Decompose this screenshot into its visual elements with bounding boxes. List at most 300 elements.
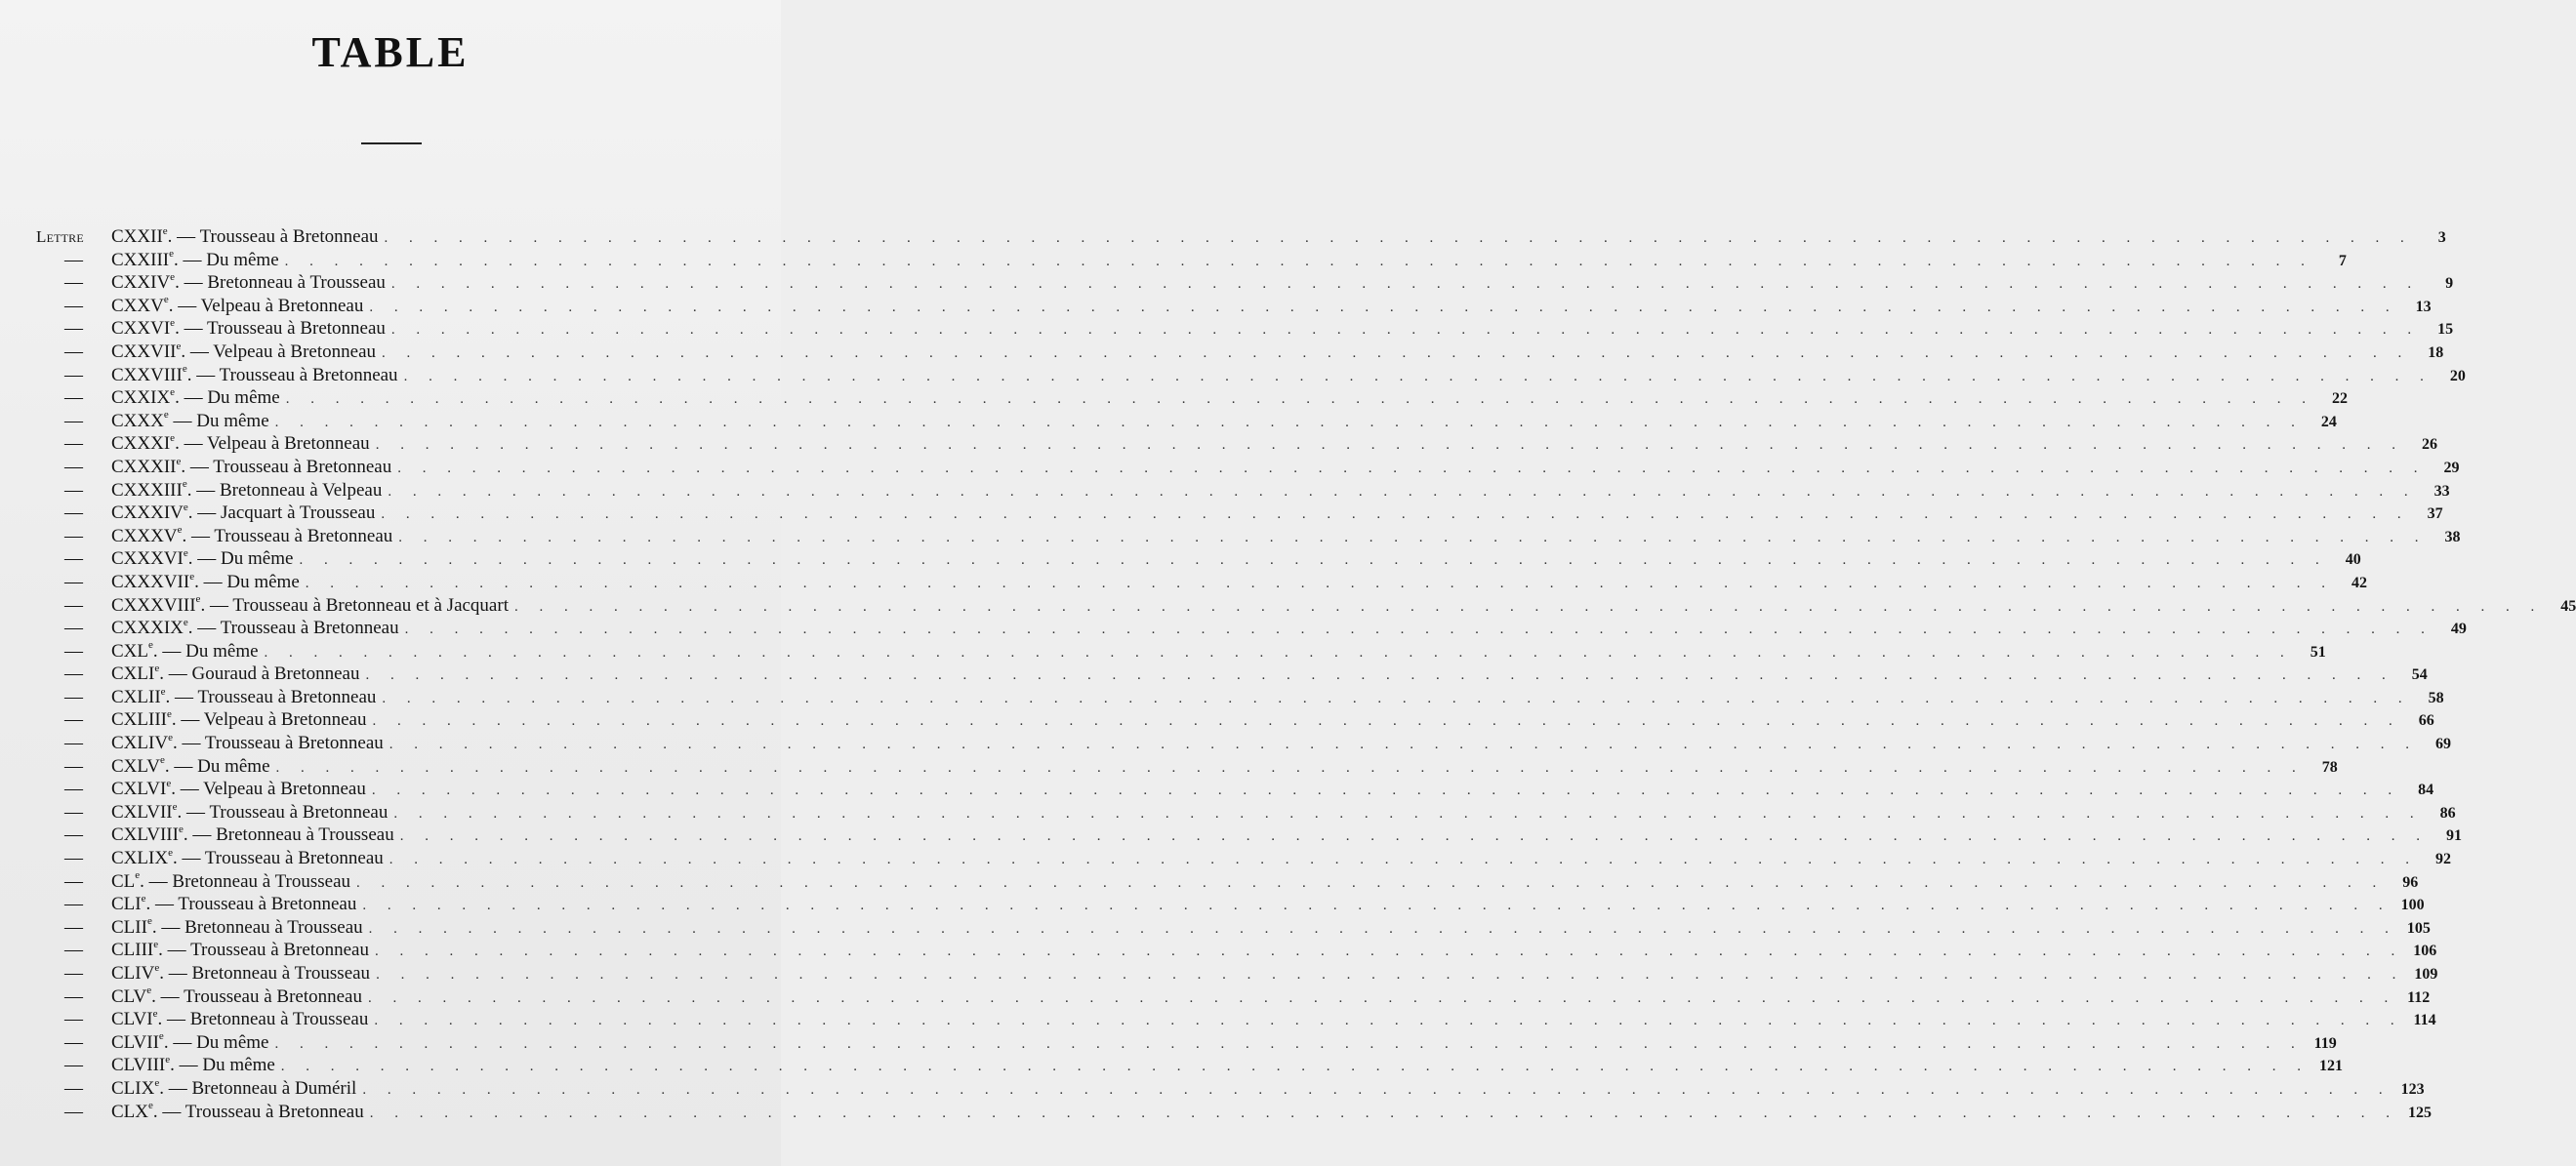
ditto-dash: — [64,503,83,524]
entry-text [111,663,359,686]
dot-leader [382,688,2410,711]
toc-row [36,501,2443,525]
toc-row [36,1100,2432,1124]
page-number: 121 [2319,1058,2344,1075]
toc-row [36,455,2460,479]
letter-description: . — Trousseau à Bretonneau [165,686,377,707]
dot-leader [368,987,2396,1011]
ditto-dash: — [64,548,83,570]
dot-leader [276,757,2305,781]
entry-text [111,893,356,916]
letter-number: CXXXVIe [111,546,188,570]
letter-description: . — Bretonneau à Trousseau [183,824,394,846]
ditto-dash: — [64,733,83,754]
ditto-dash: — [64,341,83,362]
entry-text [111,778,366,801]
letter-number: CXLe [111,639,153,662]
ditto-dash: — [64,916,83,938]
letter-number: CXXIVe [111,270,176,294]
entry-text [111,456,391,479]
letter-description: . — Du même [170,1055,275,1076]
letter-description: . — Trousseau à Bretonneau [158,940,369,961]
dot-leader [356,872,2385,896]
dot-leader [391,273,2420,297]
letter-description: . — Du même [194,571,300,592]
toc-row [36,1076,2425,1101]
letter-description: . — Du même [152,640,259,662]
dot-leader [281,1056,2310,1079]
ordinal-suffix: e [170,317,176,330]
letter-number: CXLIIIe [111,708,172,731]
entry-text [111,1101,364,1124]
entry-text [111,249,279,272]
toc-row [36,524,2461,548]
letter-number: CXLVIe [111,777,172,800]
ordinal-suffix: e [154,961,160,974]
ditto-dash: — [64,249,83,270]
ordinal-suffix: e [154,662,160,674]
toc-row [36,224,2446,249]
page-number: 13 [2415,298,2432,315]
ditto-dash: — [64,985,83,1007]
ordinal-suffix: e [165,1054,171,1066]
page-number: 91 [2445,827,2462,845]
page-number: 51 [2310,643,2326,661]
ditto-dash: — [64,940,83,961]
dot-leader [389,734,2418,757]
ordinal-suffix: e [189,570,195,583]
title-rule [361,142,422,144]
dot-leader [374,1010,2402,1033]
letter-number: CXLIXe [111,846,173,869]
page-number: 33 [2433,482,2450,500]
ordinal-suffix: e [176,455,182,467]
letter-description: . — Velpeau à Bretonneau [168,295,364,316]
letter-number: CXXXVIIIe [111,593,201,616]
letter-number: CXLVIIIe [111,824,184,846]
dot-leader [362,895,2391,918]
toc-row [36,1007,2436,1031]
ditto-dash: — [64,848,83,869]
letter-description: . — Trousseau à Bretonneau [151,985,362,1007]
ordinal-suffix: e [170,270,176,283]
ordinal-suffix: e [177,524,183,537]
ditto-dash: — [64,433,83,455]
letter-description: . — Trousseau à Bretonneau et à Jacquart [200,594,509,616]
ditto-dash: — [64,1101,83,1122]
toc-row [36,593,2576,618]
letter-number: CXXXVIIe [111,570,195,592]
ordinal-suffix: e [163,409,169,422]
letter-number: CXXVe [111,294,169,316]
page-number: 3 [2437,229,2446,246]
toc-row [36,846,2452,870]
ordinal-suffix: e [163,294,169,306]
ditto-dash: — [64,456,83,477]
letter-number: CXXXIVe [111,501,188,524]
entry-text [111,386,280,410]
letter-description: . — Velpeau à Bretonneau [171,779,366,800]
letter-description: . — Bretonneau à Trousseau [140,870,351,892]
toc-row [36,1054,2344,1077]
entry-text [111,824,394,847]
letter-description: . — Bretonneau à Velpeau [186,479,383,501]
entry-text [111,870,350,894]
entry-text [111,525,392,548]
dot-leader [370,1103,2398,1126]
toc-row [36,754,2338,779]
dot-leader [369,918,2397,942]
dot-leader [405,619,2433,642]
dot-leader [286,388,2314,412]
dot-leader [375,941,2403,964]
page-number: 15 [2437,321,2454,339]
dot-leader [404,366,2433,389]
entry-text [111,410,269,433]
letter-description: . — Gouraud à Bretonneau [159,663,360,685]
ordinal-suffix: e [160,685,166,698]
letter-description: . — Velpeau à Bretonneau [171,709,367,731]
page-number: 114 [2413,1012,2436,1029]
table-of-contents [36,224,2576,1123]
toc-row [36,570,2368,594]
dot-leader [373,710,2401,734]
letter-number: CXXXVe [111,524,183,546]
ordinal-suffix: e [148,639,153,652]
toc-row [36,1030,2337,1055]
toc-row [36,824,2462,847]
letter-description: . — Trousseau à Bretonneau [182,525,393,546]
toc-row [36,800,2456,824]
entry-text [111,295,363,318]
letter-number: CLIIe [111,915,152,938]
letter-description: . — Trousseau à Bretonneau [172,733,384,754]
dot-leader [275,412,2304,435]
entry-text [111,271,386,295]
page-number: 84 [2418,782,2434,799]
ditto-dash: — [64,525,83,546]
letter-description: — Du même [168,410,269,431]
letter-description: . — Bretonneau à Trousseau [151,916,363,938]
toc-row [36,294,2432,318]
toc-row [36,961,2438,985]
letter-number: CLVIe [111,1007,158,1030]
ordinal-suffix: e [176,340,182,352]
entry-text [111,755,270,779]
toc-row [36,616,2467,640]
page-number: 119 [2313,1034,2337,1052]
entry-text [111,364,398,387]
letter-description: . — Trousseau à Bretonneau [175,318,386,340]
entry-text [111,225,379,249]
letter-description: . — Trousseau à Bretonneau [187,618,399,639]
toc-row [36,662,2428,686]
letter-number: CLXe [111,1100,153,1122]
toc-row [36,892,2425,916]
page-number: 40 [2345,551,2361,569]
toc-row [36,409,2337,433]
letter-description: . — Velpeau à Bretonneau [175,433,370,455]
letter-number: CXLIe [111,662,160,685]
ordinal-suffix: e [178,824,184,836]
page-number: 18 [2428,343,2444,361]
entry-text [111,916,363,940]
entry-text [111,847,384,870]
ordinal-suffix: e [170,385,176,398]
page-number: 92 [2435,851,2452,868]
lettre-label: Lettre [36,227,84,246]
ordinal-suffix: e [152,1007,158,1020]
letter-number: CXLIVe [111,731,173,754]
entry-text [111,686,376,709]
ditto-dash: — [64,410,83,431]
page-number: 86 [2439,804,2456,822]
ordinal-suffix: e [166,777,172,789]
dot-leader [514,596,2543,620]
ordinal-suffix: e [135,869,141,882]
toc-row [36,340,2444,364]
ditto-dash: — [64,272,83,294]
page-number: 125 [2407,1104,2432,1121]
letter-number: CXLIIe [111,685,166,707]
letter-description: . — Trousseau à Bretonneau [186,364,398,385]
ordinal-suffix: e [169,248,174,261]
dot-leader [376,964,2404,987]
ditto-dash: — [64,640,83,662]
page-title: TABLE [311,28,470,76]
toc-row [36,915,2431,940]
page-number: 112 [2407,988,2431,1006]
ditto-dash: — [64,1009,83,1030]
page-number: 42 [2351,574,2368,591]
letter-description: . — Du même [175,387,280,409]
toc-row [36,708,2434,732]
toc-row [36,385,2348,410]
page-number: 7 [2338,252,2347,269]
dot-leader [362,1079,2391,1103]
ditto-dash: — [64,963,83,984]
ditto-dash: — [64,686,83,707]
entry-text [111,317,386,341]
page-number: 58 [2428,689,2444,706]
letter-number: CLVe [111,985,152,1007]
page-number: 45 [2560,597,2576,615]
page-number: 54 [2411,666,2428,684]
page-number: 66 [2418,712,2434,730]
dot-leader [306,573,2334,596]
letter-number: CLVIIIe [111,1054,171,1076]
letter-number: CXLVe [111,754,165,777]
dot-leader [365,664,2393,688]
letter-number: CXXVIe [111,317,176,340]
ditto-dash: — [64,801,83,823]
letter-description: . — Trousseau à Bretonneau [181,456,392,477]
ordinal-suffix: e [168,846,173,859]
letter-number: CXXXIe [111,432,176,455]
ditto-dash: — [64,1055,83,1076]
letter-description: . — Bretonneau à Trousseau [175,272,386,294]
toc-row [36,985,2431,1009]
toc-row [36,432,2437,456]
ordinal-suffix: e [182,478,187,491]
letter-number: CLIVe [111,961,160,984]
ordinal-suffix: e [153,939,159,951]
entry-text [111,547,293,571]
letter-description: . — Jacquart à Trousseau [187,503,376,524]
page-number: 20 [2449,367,2466,384]
letter-number: CXXVIIIe [111,363,187,385]
ditto-dash: — [64,618,83,639]
letter-number: CXXXIIe [111,455,182,477]
dot-leader [385,227,2413,251]
entry-text [111,801,388,824]
ordinal-suffix: e [146,985,152,997]
letter-description: . — Du même [163,1031,269,1053]
letter-number: CXXXIIIe [111,478,187,501]
letter-number: CLIe [111,892,146,915]
ditto-dash: — [64,894,83,915]
letter-number: CXXIXe [111,385,176,409]
entry-text [111,985,362,1009]
page-number: 96 [2402,873,2419,891]
entry-text [111,479,382,503]
page-number: 69 [2435,736,2452,753]
page-number: 123 [2400,1080,2425,1098]
toc-row [36,478,2450,503]
letter-description: . — Trousseau à Bretonneau [152,1101,364,1122]
page-number: 106 [2413,943,2437,960]
dot-leader [369,297,2397,320]
letter-description: . — Trousseau à Bretonneau [145,894,357,915]
letter-number: CXXIIe [111,224,168,247]
ordinal-suffix: e [166,708,172,721]
ditto-dash: — [64,870,83,892]
ordinal-suffix: e [183,546,188,559]
page-number: 105 [2406,919,2431,937]
ordinal-suffix: e [148,1100,153,1112]
ditto-dash: — [64,1077,83,1099]
page-number: 78 [2321,758,2338,776]
letter-description: . — Bretonneau à Duméril [159,1077,357,1099]
toc-row [36,685,2444,709]
page-number: 9 [2445,275,2454,293]
toc-row [36,869,2419,894]
entry-text [111,939,369,962]
entry-text [111,732,384,755]
page-number: 109 [2414,966,2438,983]
entry-text [111,1008,368,1031]
dot-leader [389,849,2418,872]
ditto-dash: — [64,479,83,501]
entry-text [111,1077,356,1101]
entry-text [111,432,370,456]
toc-row [36,777,2434,801]
entry-text [111,962,370,985]
letter-description: . — Trousseau à Bretonneau [177,801,388,823]
page-number: 49 [2450,621,2467,638]
ordinal-suffix: e [183,501,188,513]
letter-number: CLVIIe [111,1030,164,1053]
ordinal-suffix: e [168,731,173,744]
ordinal-suffix: e [158,1030,164,1043]
ditto-dash: — [64,824,83,846]
ditto-dash: — [64,364,83,385]
entry-text [111,708,367,732]
ordinal-suffix: e [170,432,176,445]
dot-leader [285,251,2313,274]
letter-description: . — Bretonneau à Trousseau [157,1009,369,1030]
letter-number: CXXXe [111,409,169,431]
dot-leader [381,503,2409,527]
page-number: 29 [2443,459,2460,476]
ordinal-suffix: e [141,892,146,905]
ditto-dash: — [64,571,83,592]
dot-leader [265,642,2293,665]
dot-leader [388,481,2416,504]
letter-description: . — Bretonneau à Trousseau [159,963,371,984]
ditto-dash: — [64,779,83,800]
letter-number: CLe [111,869,141,892]
ditto-dash: — [64,709,83,731]
dot-leader [391,319,2420,342]
dot-leader [393,803,2422,826]
entry-text [111,502,375,525]
ditto-dash: — [64,663,83,685]
dot-leader [400,825,2429,849]
toc-row [36,639,2326,663]
dot-leader [299,549,2327,573]
toc-row [36,317,2454,341]
entry-text [111,617,399,640]
ordinal-suffix: e [172,800,178,813]
ditto-dash: — [64,755,83,777]
page-number: 24 [2320,413,2337,430]
entry-text [111,571,300,594]
page-number: 38 [2444,528,2461,545]
toc-row [36,546,2361,571]
letter-number: CXXXIXe [111,616,188,639]
toc-row [36,248,2347,272]
dot-leader [398,527,2427,550]
entry-text [111,341,376,364]
ordinal-suffix: e [154,1076,160,1089]
dot-leader [376,434,2404,458]
ordinal-suffix: e [146,915,152,928]
letter-description: . — Du même [174,249,279,270]
letter-description: . — Trousseau à Bretonneau [167,226,379,247]
toc-row [36,731,2452,755]
letter-number: CXLVIIe [111,800,178,823]
dot-leader [397,458,2426,481]
letter-number: CLIXe [111,1076,160,1099]
ditto-dash: — [64,318,83,340]
ordinal-suffix: e [183,616,188,628]
dot-leader [274,1033,2303,1057]
toc-row [36,270,2454,295]
page-number: 37 [2427,505,2443,523]
page-number: 22 [2331,390,2348,408]
letter-description: . — Du même [164,755,270,777]
letter-description: . — Trousseau à Bretonneau [172,848,384,869]
ditto-dash: — [64,295,83,316]
ditto-dash: — [64,594,83,616]
toc-row [36,363,2466,387]
dot-leader [372,780,2400,803]
ditto-dash: — [64,387,83,409]
letter-description: . — Du même [187,548,294,570]
ordinal-suffix: e [162,224,168,237]
entry-text [111,1054,275,1077]
